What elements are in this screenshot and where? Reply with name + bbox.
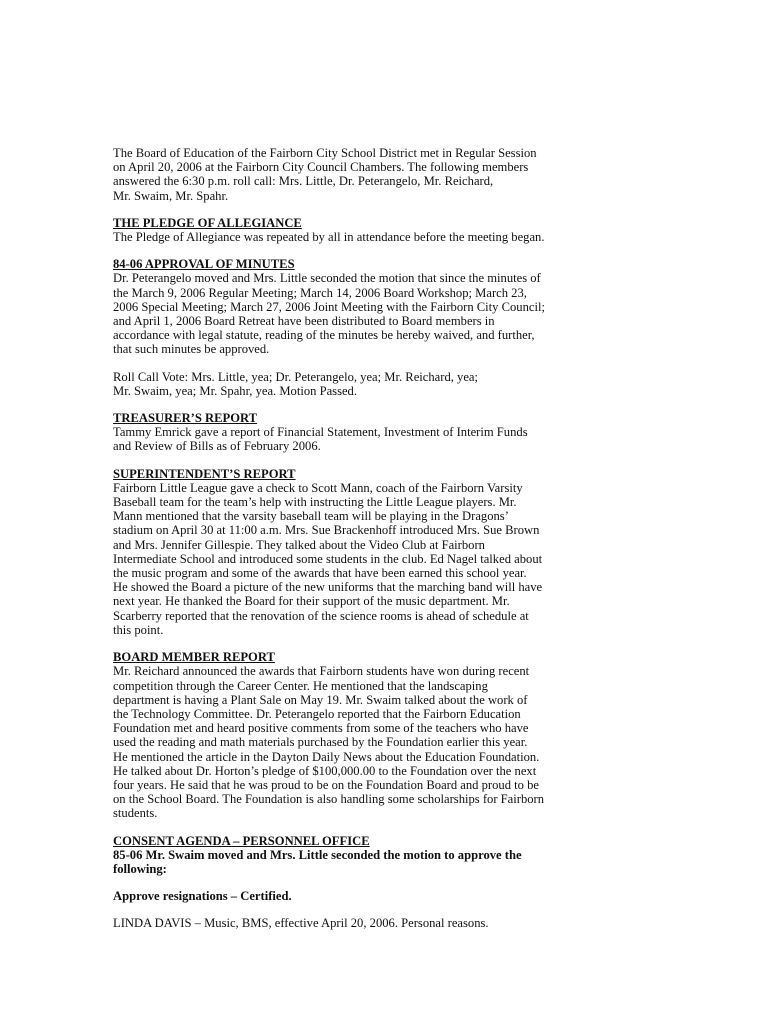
superintendent-heading: SUPERINTENDENT’S REPORT (113, 466, 296, 481)
text-line: He talked about Dr. Horton’s pledge of $100,000.00 to the Foundation over the next (113, 763, 537, 778)
text-line: used the reading and math materials purchased by the Foundation earlier this year. (113, 735, 528, 750)
text-line: The Pledge of Allegiance was repeated by all in attendance before the meeting began. (113, 230, 545, 245)
text-line: following: (113, 861, 167, 876)
consent-agenda-heading: CONSENT AGENDA – PERSONNEL OFFICE (113, 833, 370, 848)
text-line: Mr. Swaim, Mr. Spahr. (113, 188, 229, 203)
board-member-heading: BOARD MEMBER REPORT (113, 650, 275, 665)
text-line: stadium on April 30 at 11:00 a.m. Mrs. Sue Brackenhoff introduced Mrs. Sue Brown (113, 523, 540, 538)
text-line: the music program and some of the awards that have been earned this school year. (113, 566, 527, 581)
text-line: department is having a Plant Sale on May 19. Mr. Swaim talked about the work of (113, 692, 528, 707)
text-line: Dr. Peterangelo moved and Mrs. Little seconded the motion that since the minutes of (113, 271, 541, 286)
pledge-paragraph (113, 230, 730, 244)
text-line: that such minutes be approved. (113, 342, 270, 357)
minutes-paragraph (113, 271, 730, 356)
text-line: the March 9, 2006 Regular Meeting; March 14, 2006 Board Workshop; March 23, (113, 285, 527, 300)
text-line: He showed the Board a picture of the new uniforms that the marching band will have (113, 580, 543, 595)
pledge-heading: THE PLEDGE OF ALLEGIANCE (113, 215, 302, 230)
text-line: students. (113, 806, 158, 821)
text-line: 85-06 Mr. Swaim moved and Mrs. Little seconded the motion to approve the (113, 847, 522, 862)
text-line: accordance with legal statute, reading of the minutes be hereby waived, and further, (113, 328, 535, 343)
text-line: next year. He thanked the Board for their support of the music department. Mr. (113, 594, 510, 609)
minutes-heading: 84-06 APPROVAL OF MINUTES (113, 257, 295, 272)
treasurer-heading: TREASURER’S REPORT (113, 411, 258, 426)
text-line: and Review of Bills as of February 2006. (113, 439, 321, 454)
resignation-item: LINDA DAVIS – Music, BMS, effective April 20, 2006. Personal reasons. (113, 916, 489, 931)
superintendent-paragraph (113, 481, 730, 637)
text-line: Baseball team for the team’s help with instructing the Little League players. Mr. (113, 495, 517, 510)
text-line: Scarberry reported that the renovation of the science rooms is ahead of schedule at (113, 608, 529, 623)
text-line: and April 1, 2006 Board Retreat have been distributed to Board members in (113, 314, 495, 329)
text-line: on April 20, 2006 at the Fairborn City Council Chambers. The following members (113, 160, 529, 175)
text-line: competition through the Career Center. He mentioned that the landscaping (113, 678, 488, 693)
text-line: 2006 Special Meeting; March 27, 2006 Joint Meeting with the Fairborn City Council; (113, 299, 545, 314)
text-line: Mr. Reichard announced the awards that Fairborn students have won during recent (113, 664, 530, 679)
resignations-subheading: Approve resignations – Certified. (113, 889, 292, 904)
text-line: Mann mentioned that the varsity baseball team will be playing in the Dragons’ (113, 509, 509, 524)
text-line: this point. (113, 622, 164, 637)
text-line: Tammy Emrick gave a report of Financial Statement, Investment of Interim Funds (113, 425, 528, 440)
text-line: the Technology Committee. Dr. Peterangelo reported that the Fairborn Education (113, 706, 521, 721)
text-line: He mentioned the article in the Dayton Daily News about the Education Foundation. (113, 749, 540, 764)
text-line: on the School Board. The Foundation is also handling some scholarships for Fairborn (113, 792, 545, 807)
text-line: four years. He said that he was proud to be on the Foundation Board and proud to be (113, 777, 539, 792)
consent-motion (113, 848, 730, 876)
treasurer-paragraph (113, 425, 730, 453)
text-line: Intermediate School and introduced some students in the club. Ed Nagel talked about (113, 551, 543, 566)
text-line: Foundation met and heard positive comments from some of the teachers who have (113, 721, 529, 736)
text-line: and Mrs. Jennifer Gillespie. They talked about the Video Club at Fairborn (113, 537, 485, 552)
text-line: Fairborn Little League gave a check to Scott Mann, coach of the Fairborn Varsity (113, 480, 523, 495)
text-line: Roll Call Vote: Mrs. Little, yea; Dr. Peterangelo, yea; Mr. Reichard, yea; (113, 369, 479, 384)
text-line: answered the 6:30 p.m. roll call: Mrs. Little, Dr. Peterangelo, Mr. Reichard, (113, 174, 494, 189)
text-line: The Board of Education of the Fairborn City School District met in Regular Session (113, 146, 537, 160)
text-line: Mr. Swaim, yea; Mr. Spahr, yea. Motion Passed. (113, 383, 358, 398)
intro-paragraph (113, 146, 730, 203)
board-member-paragraph (113, 664, 730, 820)
roll-call-vote (113, 370, 730, 398)
